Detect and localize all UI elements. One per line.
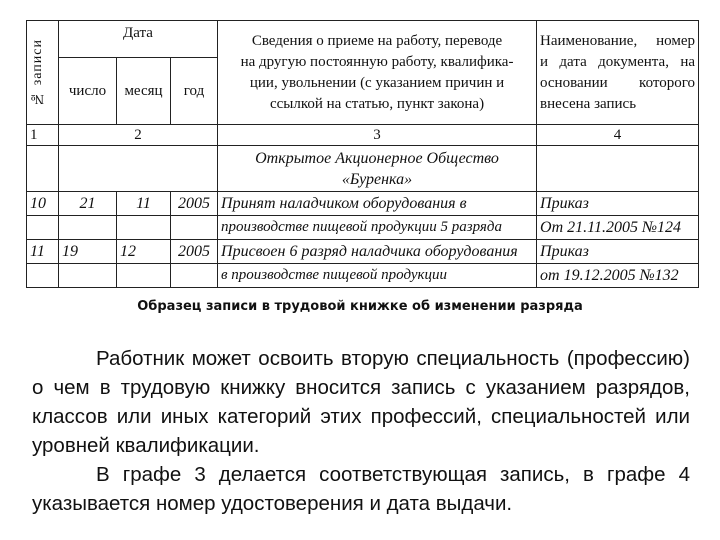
paragraph: Работник может освоить вторую специальность (профессию) о чем в трудовую книжку вносится запись с указанием разрядов, классов или иных категорий этих профессий, специальностей или уровней квалификации. (32, 347, 690, 457)
body-text (32, 344, 690, 518)
empty-cell (59, 146, 218, 192)
header-info-line: ссылкой на статью, пункт закона) (269, 95, 485, 112)
column-number-2: 2 (59, 125, 218, 146)
empty-cell (27, 146, 59, 192)
empty-cell (27, 264, 59, 288)
company-name (218, 146, 537, 192)
column-number-3: 3 (218, 125, 537, 146)
header-record-no-text: № записи (30, 39, 45, 106)
header-document (537, 21, 699, 125)
empty-cell (117, 264, 171, 288)
row-month: 12 (117, 240, 171, 264)
header-date: Дата (59, 21, 218, 58)
table-row (27, 240, 699, 264)
row-year: 2005 (171, 192, 218, 216)
row-doc: Приказ (537, 240, 699, 264)
header-info-line: Сведения о приеме на работу, переводе (251, 32, 503, 49)
company-line: «Буренка» (341, 170, 413, 188)
empty-cell (117, 216, 171, 240)
empty-cell (171, 216, 218, 240)
header-doc-line: и дата документа, на (540, 53, 696, 70)
row-doc: от 19.12.2005 №132 (537, 264, 699, 288)
row-info: Присвоен 6 разряд наладчика оборудования (218, 240, 537, 264)
empty-cell (59, 264, 117, 288)
table-row-cont (27, 216, 699, 240)
empty-cell (27, 216, 59, 240)
row-year: 2005 (171, 240, 218, 264)
table-caption: Образец записи в трудовой книжке об изменении разряда (137, 299, 583, 314)
header-info-line: на другую постоянную работу, квалифика- (240, 53, 514, 70)
company-line: Открытое Акционерное Общество (255, 149, 499, 167)
paragraph: В графе 3 делается соответствующая запись, в графе 4 указывается номер удостоверения и дата выдачи. (32, 463, 690, 515)
row-day: 21 (59, 192, 117, 216)
table-row (27, 192, 699, 216)
work-record-table (26, 20, 698, 285)
row-no: 10 (27, 192, 59, 216)
row-day: 19 (59, 240, 117, 264)
column-number-1: 1 (27, 125, 59, 146)
row-doc: Приказ (537, 192, 699, 216)
record-table (26, 20, 699, 288)
row-doc: От 21.11.2005 №124 (537, 216, 699, 240)
header-record-no (27, 21, 59, 125)
header-doc-line: Наименование, номер (540, 32, 696, 49)
header-doc-line: основании которого (540, 74, 696, 91)
empty-cell (171, 264, 218, 288)
header-doc-line: внесена запись (540, 95, 637, 112)
header-day: число (59, 58, 117, 125)
header-info-line: ции, увольнении (с указанием причин и (249, 74, 505, 91)
row-info: производстве пищевой продукции 5 разряда (218, 216, 537, 240)
column-number-4: 4 (537, 125, 699, 146)
header-month: месяц (117, 58, 171, 125)
header-info (218, 21, 537, 125)
header-year: год (171, 58, 218, 125)
empty-cell (59, 216, 117, 240)
row-info: Принят наладчиком оборудования в (218, 192, 537, 216)
row-info: в производстве пищевой продукции (218, 264, 537, 288)
row-month: 11 (117, 192, 171, 216)
row-no: 11 (27, 240, 59, 264)
table-row-cont (27, 264, 699, 288)
empty-cell (537, 146, 699, 192)
